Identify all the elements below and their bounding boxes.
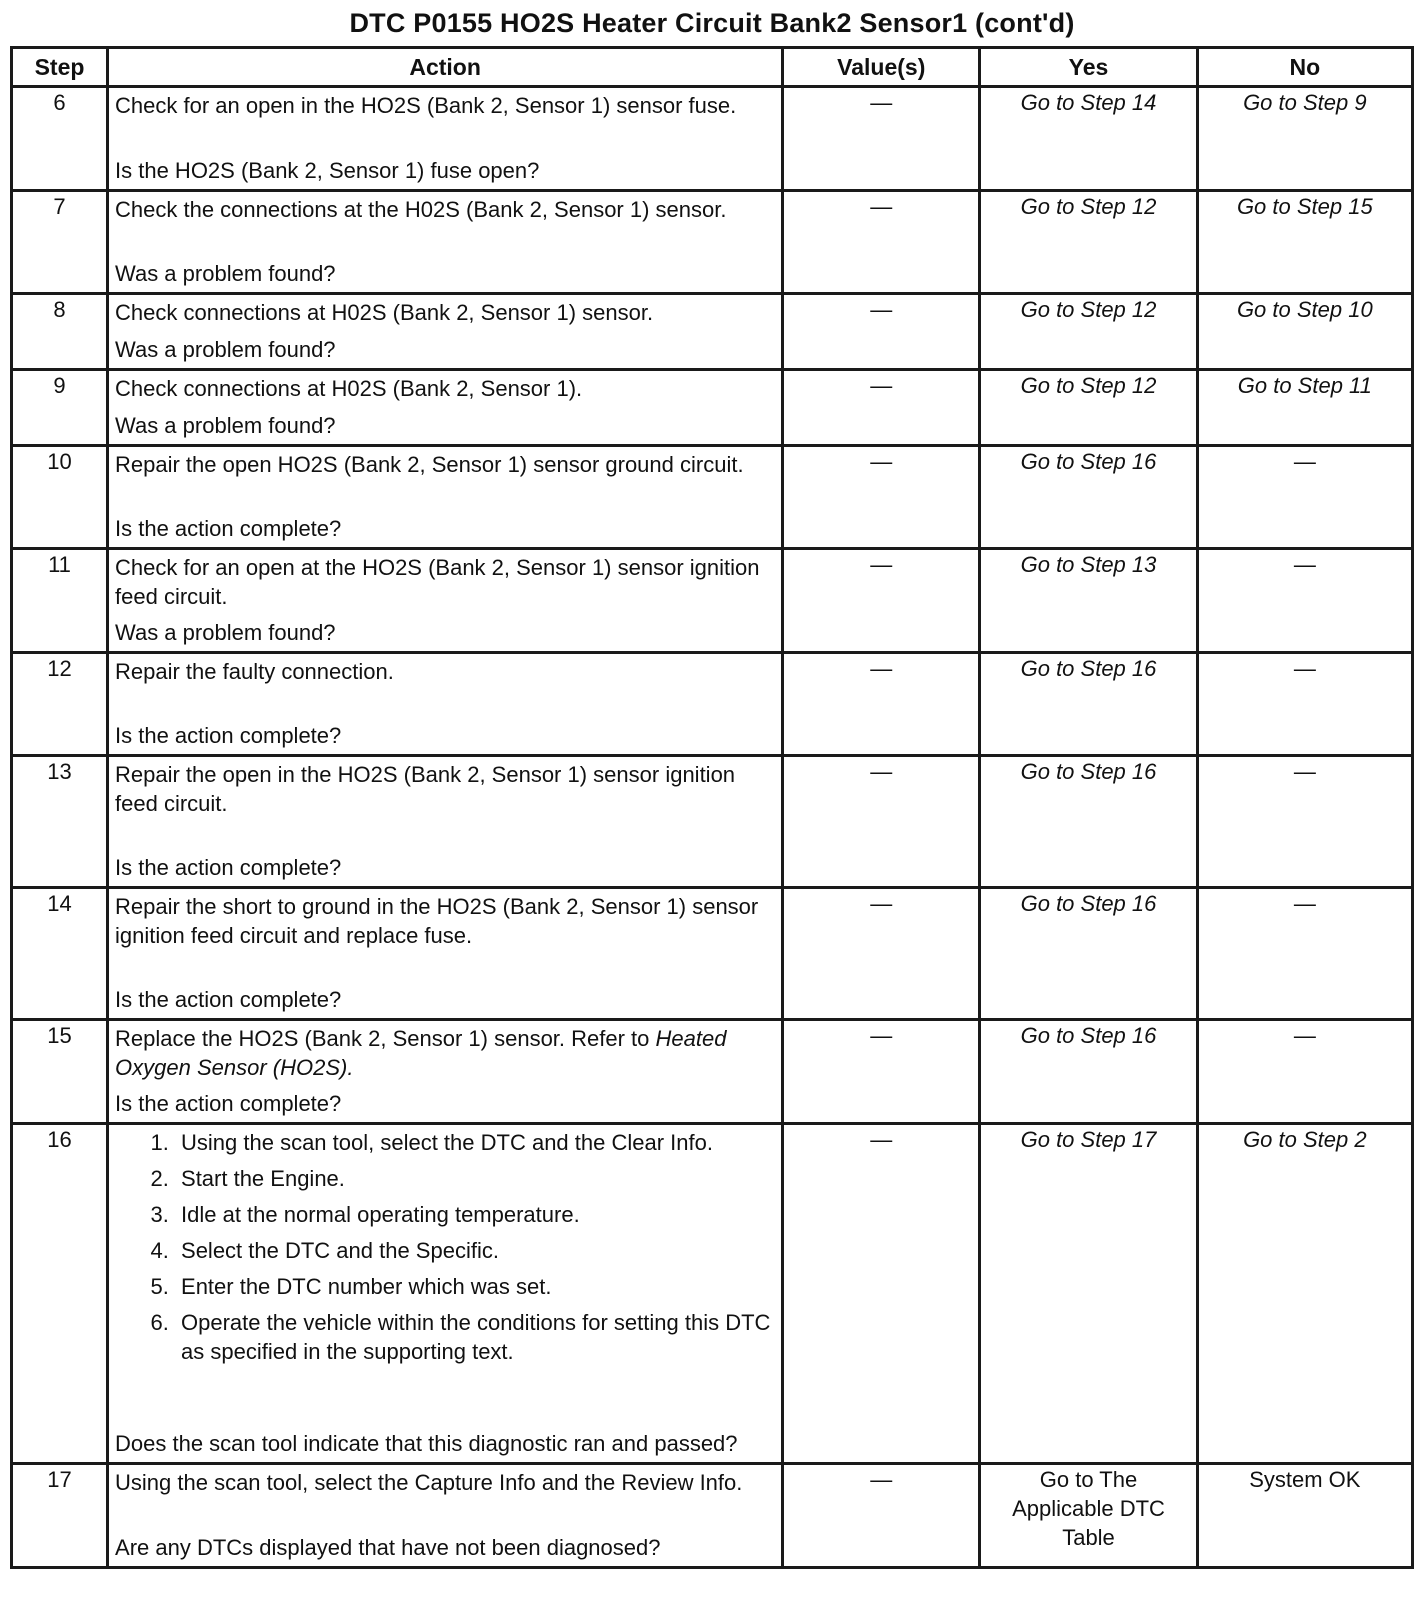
header-yes: Yes [980, 48, 1197, 87]
table-row [12, 1464, 1413, 1568]
list-item: 1. Using the scan tool, select the DTC and the Clear Info. [175, 1128, 775, 1157]
yes-cell: Go to Step 16 [980, 756, 1197, 888]
action-cell [108, 1464, 783, 1568]
header-action: Action [108, 48, 783, 87]
value-cell: — [783, 888, 980, 1020]
action-cell [108, 1020, 783, 1124]
list-item: 5. Enter the DTC number which was set. [175, 1272, 775, 1301]
table-row [12, 191, 1413, 294]
no-cell: — [1197, 888, 1412, 1020]
step-number: 16 [12, 1124, 108, 1464]
no-cell: Go to Step 2 [1197, 1124, 1412, 1464]
yes-cell: Go to Step 16 [980, 888, 1197, 1020]
yes-cell: Go to Step 12 [980, 191, 1197, 294]
step-number: 10 [12, 446, 108, 549]
action-question: Was a problem found? [115, 261, 336, 286]
value-cell: — [783, 653, 980, 756]
action-text: Repair the faulty connection. [115, 659, 394, 684]
action-cell [108, 370, 783, 446]
action-text: Check connections at H02S (Bank 2, Sensor 1) sensor. [115, 300, 654, 325]
step-number: 8 [12, 294, 108, 370]
action-question: Was a problem found? [115, 413, 336, 438]
value-cell: — [783, 1020, 980, 1124]
yes-cell: Go to Step 16 [980, 653, 1197, 756]
action-text: Check the connections at the H02S (Bank 2, Sensor 1) sensor. [115, 197, 727, 222]
value-cell: — [783, 756, 980, 888]
no-cell: Go to Step 10 [1197, 294, 1412, 370]
yes-cell: Go to Step 14 [980, 87, 1197, 191]
action-cell [108, 1124, 783, 1464]
no-cell: — [1197, 549, 1412, 653]
yes-cell: Go to Step 16 [980, 1020, 1197, 1124]
table-row [12, 370, 1413, 446]
no-cell: — [1197, 756, 1412, 888]
action-text: Check for an open at the HO2S (Bank 2, Sensor 1) sensor ignition feed circuit. [115, 555, 760, 609]
table-header-row [12, 48, 1413, 87]
step-number: 15 [12, 1020, 108, 1124]
header-step: Step [12, 48, 108, 87]
step-number: 6 [12, 87, 108, 191]
action-cell [108, 653, 783, 756]
no-cell: Go to Step 15 [1197, 191, 1412, 294]
yes-cell: Go to The Applicable DTC Table [980, 1464, 1197, 1568]
action-question: Is the action complete? [115, 516, 342, 541]
step-number: 7 [12, 191, 108, 294]
action-text [115, 1024, 775, 1082]
value-cell: — [783, 1124, 980, 1464]
value-cell: — [783, 87, 980, 191]
list-item: 3. Idle at the normal operating temperature. [175, 1200, 775, 1229]
action-text-plain: Replace the HO2S (Bank 2, Sensor 1) sensor. Refer to [115, 1026, 650, 1051]
no-cell: — [1197, 446, 1412, 549]
action-reference: Heated Oxygen Sensor (HO2S). [115, 1026, 727, 1080]
procedure-list [115, 1128, 775, 1373]
action-cell [108, 549, 783, 653]
list-item: 2. Start the Engine. [175, 1164, 775, 1193]
step-number: 12 [12, 653, 108, 756]
yes-cell: Go to Step 17 [980, 1124, 1197, 1464]
table-row [12, 888, 1413, 1020]
action-cell [108, 87, 783, 191]
action-question: Are any DTCs displayed that have not been diagnosed? [115, 1535, 661, 1560]
value-cell: — [783, 370, 980, 446]
table-row [12, 549, 1413, 653]
step-number: 14 [12, 888, 108, 1020]
step-number: 11 [12, 549, 108, 653]
action-text: Repair the short to ground in the HO2S (Bank 2, Sensor 1) sensor ignition feed circuit and replace fuse. [115, 894, 759, 948]
action-text: Using the scan tool, select the Capture Info and the Review Info. [115, 1470, 743, 1495]
value-cell: — [783, 1464, 980, 1568]
action-question: Is the action complete? [115, 855, 342, 880]
action-text: Check connections at H02S (Bank 2, Sensor 1). [115, 376, 583, 401]
action-text: Check for an open in the HO2S (Bank 2, Sensor 1) sensor fuse. [115, 93, 737, 118]
action-question: Was a problem found? [115, 620, 336, 645]
no-cell: System OK [1197, 1464, 1412, 1568]
table-row [12, 446, 1413, 549]
action-cell [108, 191, 783, 294]
action-question: Was a problem found? [115, 337, 336, 362]
value-cell: — [783, 446, 980, 549]
no-cell: — [1197, 1020, 1412, 1124]
action-text: Repair the open in the HO2S (Bank 2, Sensor 1) sensor ignition feed circuit. [115, 762, 736, 816]
action-question: Is the action complete? [115, 723, 342, 748]
value-cell: — [783, 294, 980, 370]
value-cell: — [783, 191, 980, 294]
action-text: Repair the open HO2S (Bank 2, Sensor 1) sensor ground circuit. [115, 452, 744, 477]
header-no: No [1197, 48, 1412, 87]
action-question: Is the action complete? [115, 987, 342, 1012]
table-row [12, 653, 1413, 756]
action-cell [108, 446, 783, 549]
header-values: Value(s) [783, 48, 980, 87]
no-cell: Go to Step 11 [1197, 370, 1412, 446]
page-title: DTC P0155 HO2S Heater Circuit Bank2 Sensor1 (cont'd) [349, 8, 1075, 38]
list-item: 4. Select the DTC and the Specific. [175, 1236, 775, 1265]
table-row [12, 87, 1413, 191]
yes-cell: Go to Step 12 [980, 294, 1197, 370]
yes-cell: Go to Step 13 [980, 549, 1197, 653]
yes-cell: Go to Step 16 [980, 446, 1197, 549]
action-cell [108, 888, 783, 1020]
table-row [12, 756, 1413, 888]
action-cell [108, 294, 783, 370]
action-cell [108, 756, 783, 888]
diagnostic-table [10, 46, 1414, 1569]
value-cell: — [783, 549, 980, 653]
no-cell: Go to Step 9 [1197, 87, 1412, 191]
step-number: 13 [12, 756, 108, 888]
action-question: Is the HO2S (Bank 2, Sensor 1) fuse open? [115, 158, 540, 183]
step-number: 9 [12, 370, 108, 446]
list-item: 6. Operate the vehicle within the conditions for setting this DTC as specified in the supporting text. [175, 1308, 775, 1366]
table-row [12, 1020, 1413, 1124]
no-cell: — [1197, 653, 1412, 756]
table-row [12, 1124, 1413, 1464]
yes-cell: Go to Step 12 [980, 370, 1197, 446]
action-question: Does the scan tool indicate that this diagnostic ran and passed? [115, 1431, 738, 1456]
table-row [12, 294, 1413, 370]
action-question: Is the action complete? [115, 1091, 342, 1116]
step-number: 17 [12, 1464, 108, 1568]
